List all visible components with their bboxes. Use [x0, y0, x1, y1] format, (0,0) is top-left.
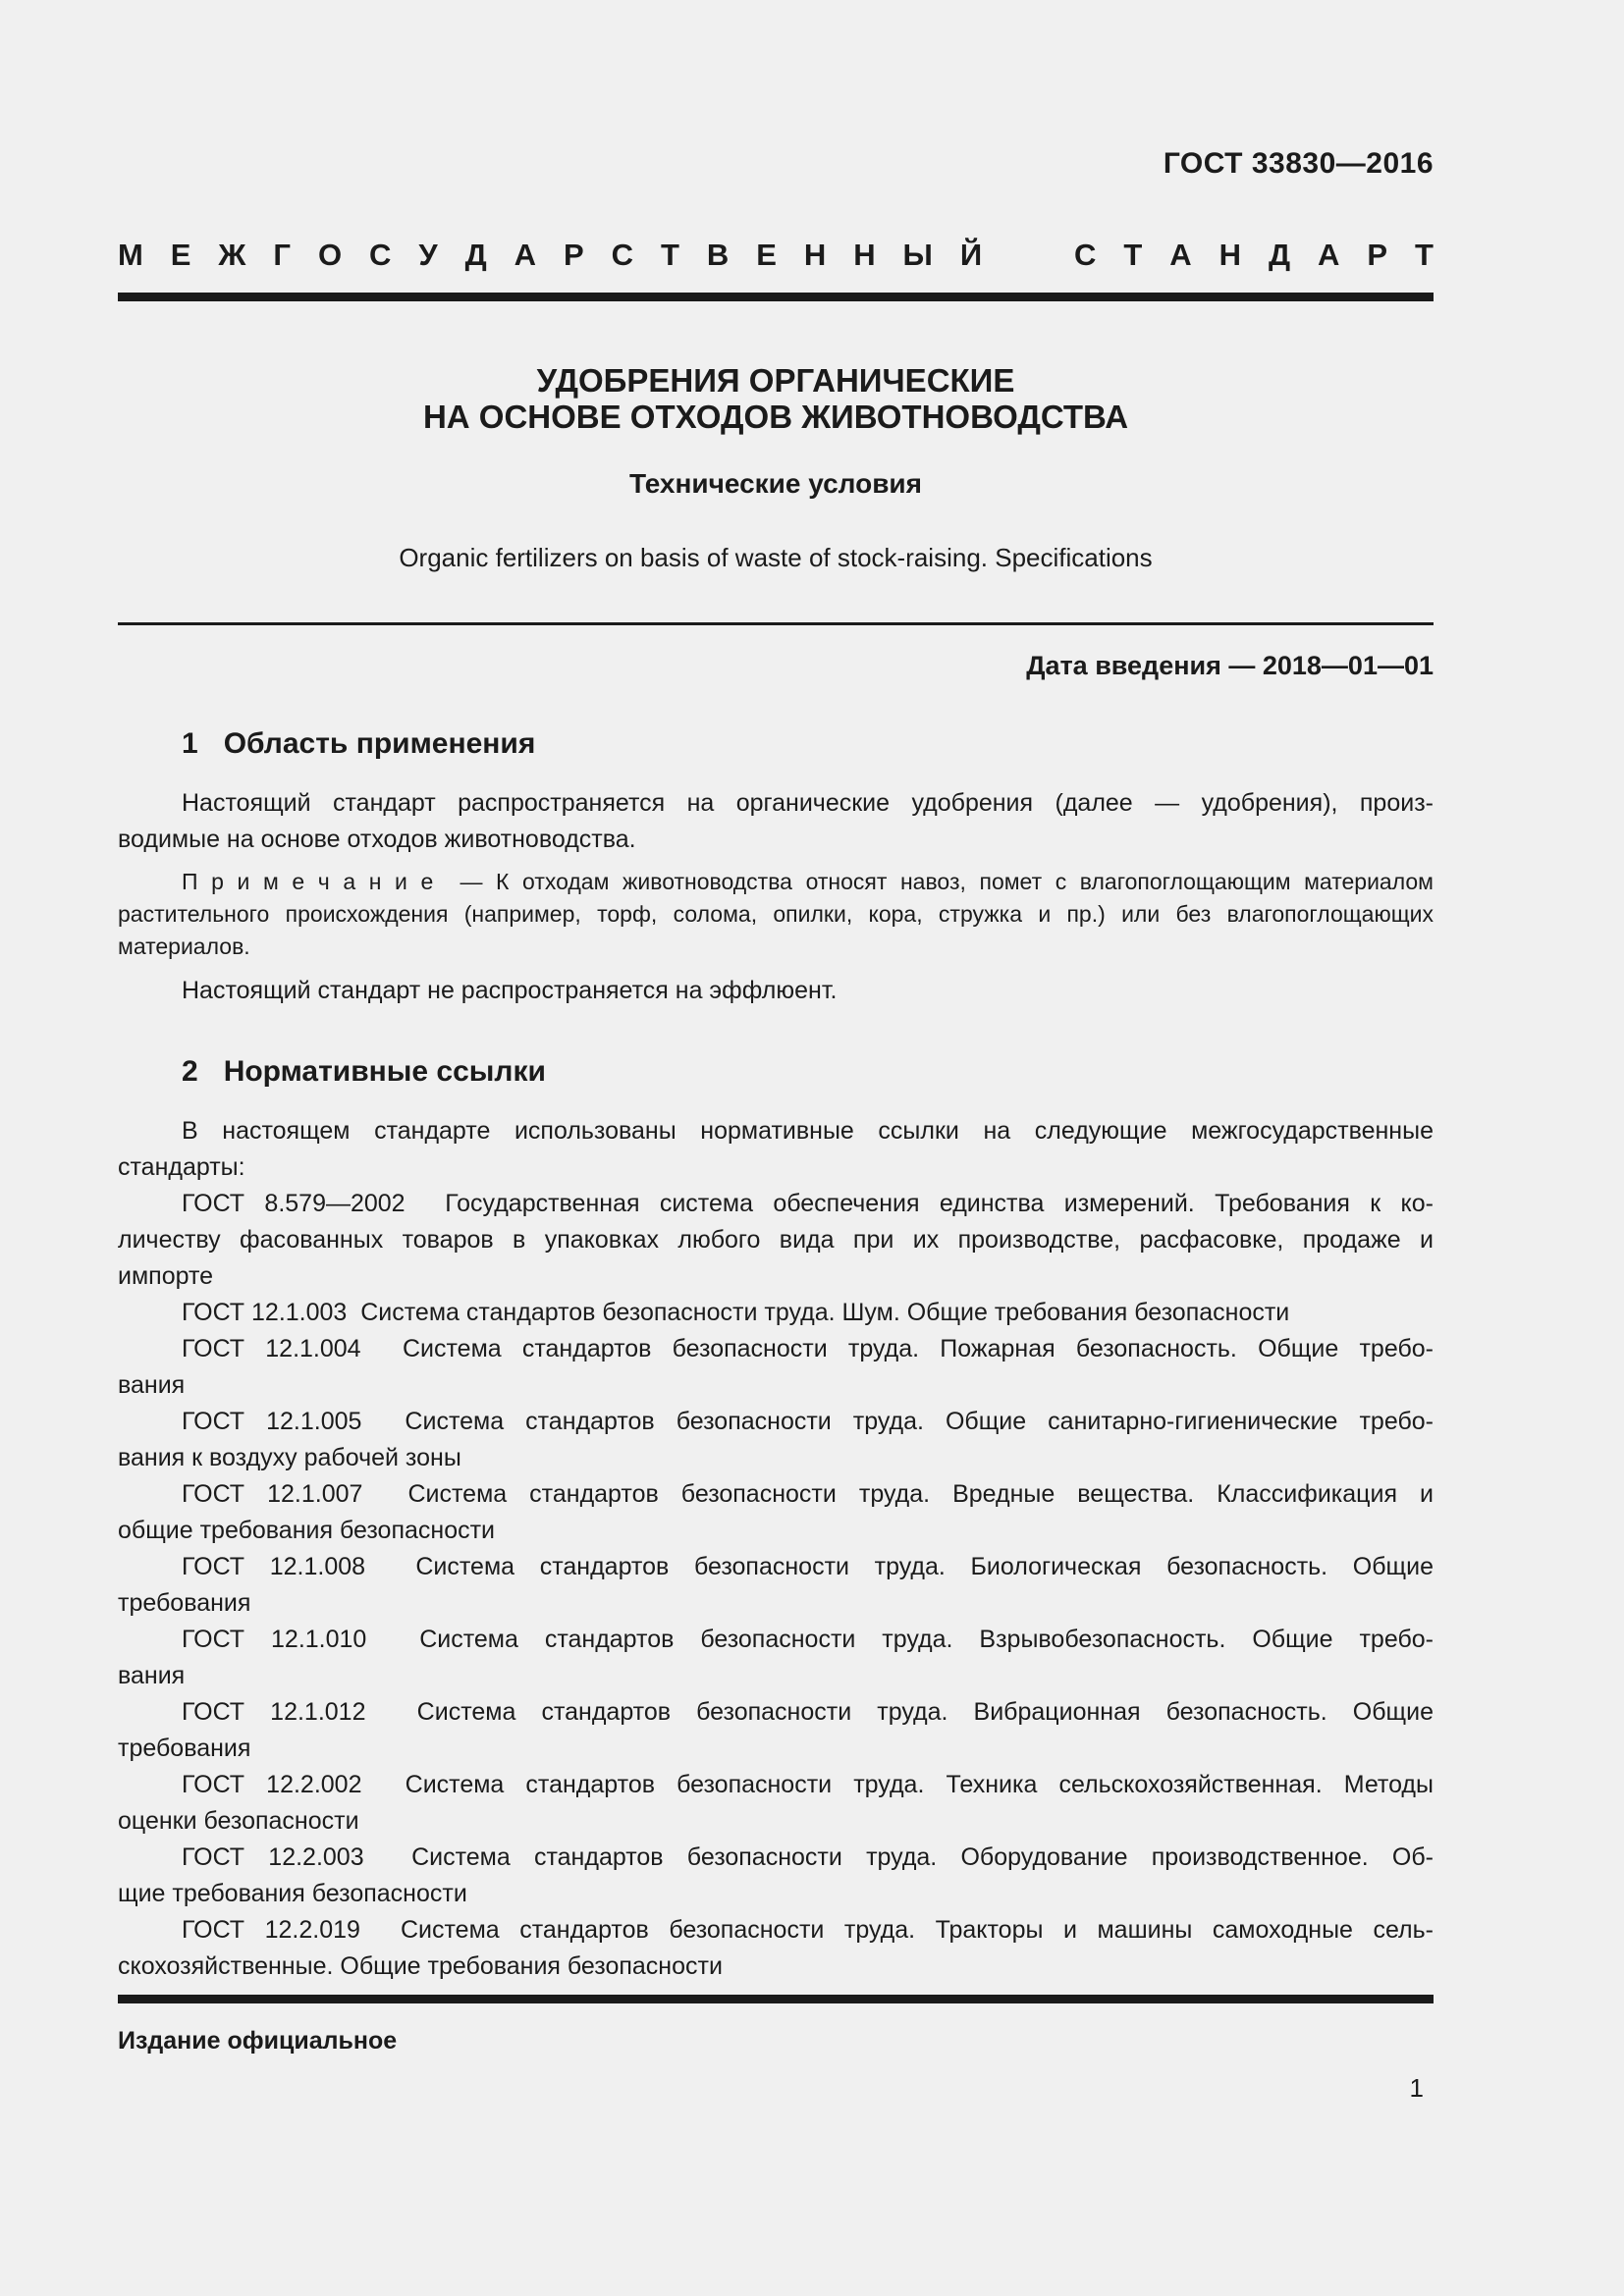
text-line: вания к воздуху рабочей зоны	[118, 1444, 461, 1471]
standard-type-heading	[118, 238, 1434, 273]
text-line: ГОСТ 12.2.003 Система стандартов безопасности труда. Оборудование производственное. Об-	[182, 1843, 1434, 1871]
banner-letter: У	[418, 238, 438, 272]
text-line: импорте	[118, 1262, 214, 1290]
doc-title-line1: УДОБРЕНИЯ ОРГАНИЧЕСКИЕ	[536, 362, 1015, 399]
paragraph	[118, 1295, 1434, 1331]
banner-letter: А	[1318, 238, 1340, 272]
text-line: ГОСТ 12.2.002 Система стандартов безопасности труда. Техника сельскохозяйственная. Методы	[182, 1771, 1434, 1798]
banner-letter: А	[514, 238, 537, 272]
paragraph	[118, 1840, 1434, 1912]
text-line: ГОСТ 8.579—2002 Государственная система обеспечения единства измерений. Требования к ко-	[182, 1190, 1434, 1217]
text-line: скохозяйственные. Общие требования безопасности	[118, 1952, 723, 1980]
banner-letter: Й	[959, 238, 983, 272]
effective-date: Дата введения — 2018—01—01	[1026, 651, 1434, 680]
paragraph	[118, 1912, 1434, 1985]
paragraph	[118, 1549, 1434, 1622]
note-paragraph	[118, 866, 1434, 963]
text-line: ГОСТ 12.1.005 Система стандартов безопасности труда. Общие санитарно-гигиенические требо-	[182, 1408, 1434, 1435]
section	[118, 1054, 1434, 1985]
banner-letter: Р	[564, 238, 584, 272]
banner-letter: Е	[170, 238, 191, 272]
banner-letter: Ы	[902, 238, 933, 272]
banner-letter: Ж	[218, 238, 246, 272]
banner-letter: Г	[273, 238, 291, 272]
text-line: Настоящий стандарт распространяется на органические удобрения (далее — удобрения), произ-	[182, 789, 1434, 817]
text-line: ГОСТ 12.1.008 Система стандартов безопасности труда. Биологическая безопасность. Общие	[182, 1553, 1434, 1580]
banner-letter: М	[118, 238, 143, 272]
banner-letter: С	[369, 238, 392, 272]
text-line: растительного происхождения (например, торф, солома, опилки, кора, стружка и пр.) или без влагопоглощающих	[118, 901, 1434, 927]
paragraph	[118, 785, 1434, 858]
text-line: П р и м е ч а н и е — К отходам животноводства относят навоз, помет с влагопоглощающим материалом	[182, 869, 1434, 894]
text-line: вания	[118, 1371, 186, 1399]
header-rule	[118, 293, 1434, 301]
banner-letter: Т	[660, 238, 679, 272]
text-line: В настоящем стандарте использованы нормативные ссылки на следующие межгосударственные	[182, 1117, 1434, 1145]
text-line: требования	[118, 1589, 251, 1617]
section-heading	[182, 1054, 1434, 1090]
text-line: ГОСТ 12.1.012 Система стандартов безопасности труда. Вибрационная безопасность. Общие	[182, 1698, 1434, 1726]
title-rule	[118, 622, 1434, 625]
paragraph	[118, 1113, 1434, 1186]
doc-subtitle: Технические условия	[629, 468, 922, 499]
document-body	[118, 726, 1434, 1985]
banner-letter: Н	[1218, 238, 1242, 272]
footer-rule	[118, 1995, 1434, 2003]
paragraph	[118, 1622, 1434, 1694]
paragraph	[118, 1186, 1434, 1295]
paragraph	[118, 973, 1434, 1009]
paragraph	[118, 1404, 1434, 1476]
paragraph	[118, 1331, 1434, 1404]
page-content	[118, 0, 1434, 1985]
banner-letter: А	[1169, 238, 1192, 272]
text-line: материалов.	[118, 934, 250, 959]
banner-letter: Н	[803, 238, 827, 272]
text-line: стандарты:	[118, 1153, 245, 1181]
banner-letter: Д	[464, 238, 487, 272]
section	[118, 726, 1434, 1009]
banner-letter: О	[317, 238, 343, 272]
text-line: ГОСТ 12.1.003 Система стандартов безопасности труда. Шум. Общие требования безопасности	[182, 1299, 1290, 1326]
paragraph	[118, 1694, 1434, 1767]
banner-letter: Т	[1415, 238, 1434, 272]
text-line: Настоящий стандарт не распространяется на эффлюент.	[182, 977, 838, 1004]
banner-letter: В	[706, 238, 730, 272]
paragraph	[118, 1767, 1434, 1840]
paragraph	[118, 1476, 1434, 1549]
banner-letter: С	[611, 238, 634, 272]
banner-letter: Р	[1367, 238, 1388, 272]
section-title: Нормативные ссылки	[223, 1055, 546, 1088]
text-line: водимые на основе отходов животноводства.	[118, 826, 636, 853]
banner-letter: Д	[1268, 238, 1291, 272]
text-line: личеству фасованных товаров в упаковках любого вида при их производстве, расфасовке, продаже и	[118, 1226, 1434, 1254]
section-heading	[182, 726, 1434, 762]
text-line: ГОСТ 12.2.019 Система стандартов безопасности труда. Тракторы и машины самоходные сель-	[182, 1916, 1434, 1944]
banner-letter: Е	[756, 238, 777, 272]
section-number: 2	[182, 1055, 198, 1088]
text-line: ГОСТ 12.1.010 Система стандартов безопасности труда. Взрывобезопасность. Общие требо-	[182, 1626, 1434, 1653]
text-line: требования	[118, 1735, 251, 1762]
section-number: 1	[182, 727, 198, 760]
text-line: оценки безопасности	[118, 1807, 359, 1835]
section-title: Область применения	[223, 727, 536, 760]
text-line: общие требования безопасности	[118, 1517, 496, 1544]
text-line: ГОСТ 12.1.004 Система стандартов безопасности труда. Пожарная безопасность. Общие требо-	[182, 1335, 1434, 1362]
text-line: ГОСТ 12.1.007 Система стандартов безопасности труда. Вредные вещества. Классификация и	[182, 1480, 1434, 1508]
text-line: щие требования безопасности	[118, 1880, 467, 1907]
doc-title-line2: НА ОСНОВЕ ОТХОДОВ ЖИВОТНОВОДСТВА	[422, 399, 1129, 435]
page-footer	[118, 1995, 1434, 2104]
doc-subtitle-en: Organic fertilizers on basis of waste of stock-raising. Specifications	[399, 543, 1153, 572]
banner-letter: С	[1074, 238, 1097, 272]
doc-code: ГОСТ 33830—2016	[1163, 147, 1434, 180]
banner-letter: Н	[853, 238, 876, 272]
edition-label: Издание официальное	[118, 2027, 398, 2055]
text-line: вания	[118, 1662, 186, 1689]
banner-letter: Т	[1123, 238, 1143, 272]
page-number: 1	[1409, 2073, 1424, 2103]
